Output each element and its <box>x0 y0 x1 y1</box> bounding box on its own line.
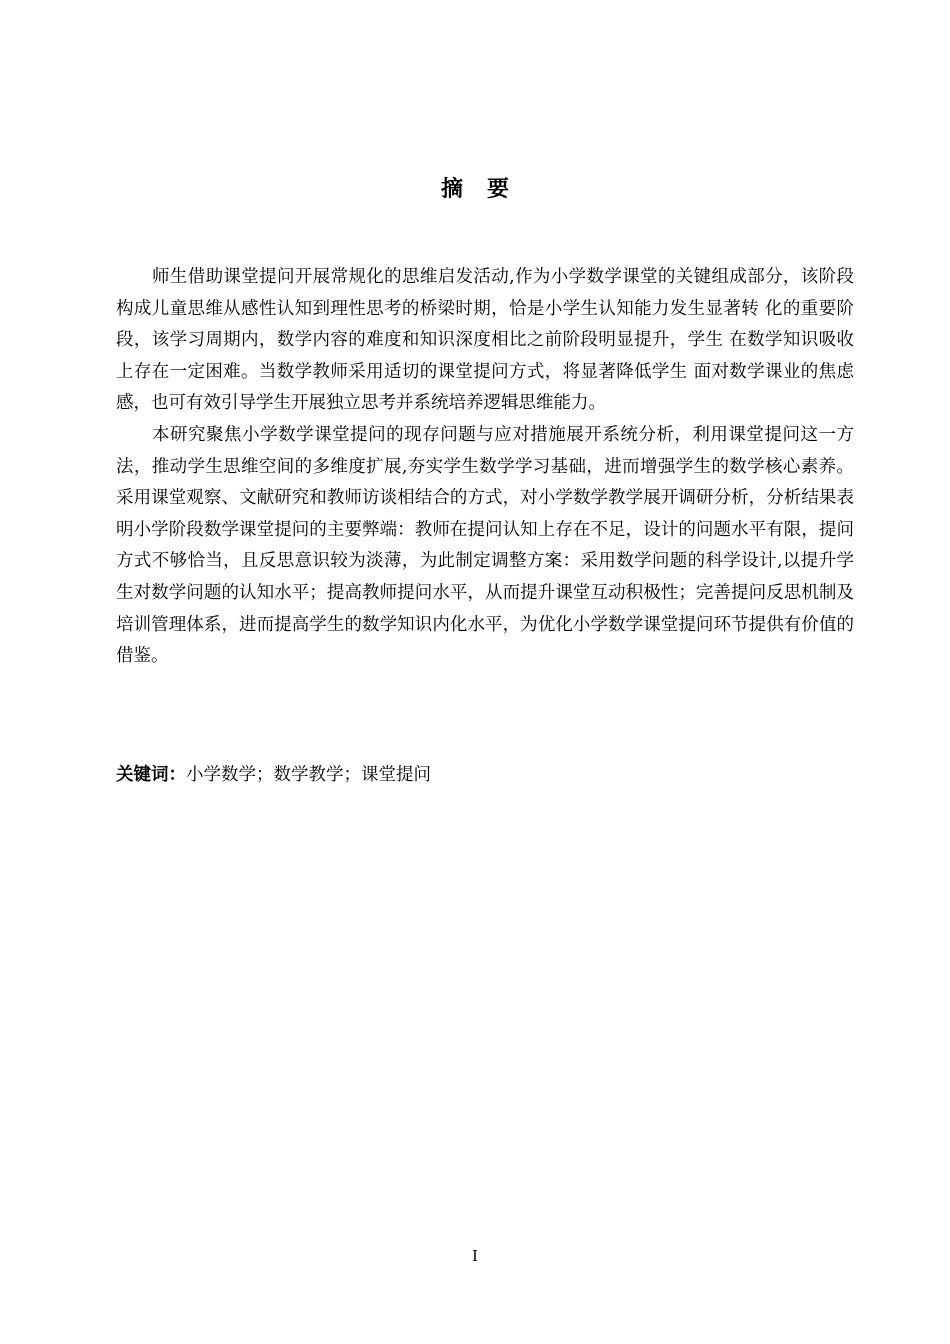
abstract-paragraph-2: 本研究聚焦小学数学课堂提问的现存问题与应对措施展开系统分析，利用课堂提问这一方法，推动学生思维空间的多维度扩展,夯实学生数学学习基础，进而增强学生的数学核心素养。采用课堂观察、文献研究和教师访谈相结合的方式，对小学数学教学展开调研分析，分析结果表明小学阶段数学课堂提问的主要弊端：教师在提问认知上存在不足，设计的问题水平有限，提问方式不够恰当，且反思意识较为淡薄，为此制定调整方案：采用数学问题的科学设计,以提升学生对数学问题的认知水平；提高教师提问水平，从而提升课堂互动积极性；完善提问反思机制及培训管理体系，进而提高学生的数学知识内化水平，为优化小学数学课堂提问环节提供有价值的借鉴。 <box>116 424 854 667</box>
keywords-label: 关键词： <box>116 765 186 785</box>
abstract-body <box>116 262 854 673</box>
abstract-paragraph-1: 师生借助课堂提问开展常规化的思维启发活动,作为小学数学课堂的关键组成部分，该阶段构成儿童思维从感性认知到理性思考的桥梁时期，恰是小学生认知能力发生显著转 化的重要阶段，该学习周期内，数学内容的难度和知识深度相比之前阶段明显提升，学生 在数学知识吸收上存在一定困难。当数学教师采用适切的课堂提问方式，将显著降低学生 面对数学课业的焦虑感，也可有效引导学生开展独立思考并系统培养逻辑思维能力。 <box>116 267 854 414</box>
abstract-title: 摘要 <box>440 177 533 202</box>
keywords-value: 小学数学；数学教学；课堂提问 <box>186 765 431 785</box>
page-number: I <box>472 1247 478 1265</box>
keywords-line <box>116 762 431 788</box>
